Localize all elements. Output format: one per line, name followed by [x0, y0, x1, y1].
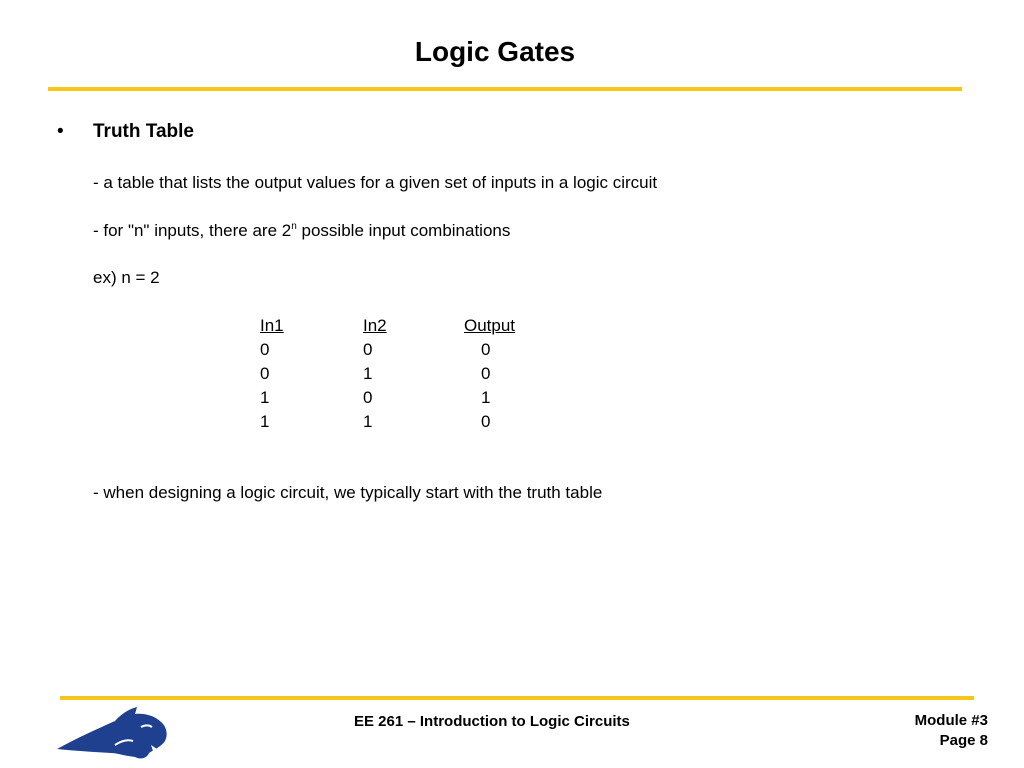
combinations-prefix: - for "n" inputs, there are 2	[93, 221, 292, 240]
table-header-in1: In1	[260, 316, 284, 335]
table-cell: 0	[363, 388, 373, 407]
table-cell: 0	[260, 364, 270, 383]
footer-course-title: EE 261 – Introduction to Logic Circuits	[354, 713, 630, 730]
bullet-marker: •	[57, 121, 64, 142]
table-header-output: Output	[464, 316, 516, 335]
combinations-suffix: possible input combinations	[296, 221, 511, 240]
example-text: ex) n = 2	[93, 268, 160, 287]
table-cell: 1	[363, 412, 373, 431]
table-cell: 1	[481, 388, 491, 407]
footer-module-number: Module #3	[914, 712, 988, 729]
bullet-heading: Truth Table	[93, 121, 194, 142]
table-header-in2: In2	[363, 316, 387, 335]
definition-text: - a table that lists the output values for a given set of inputs in a logic circuit	[93, 173, 658, 192]
wildcat-logo-icon	[55, 705, 170, 761]
table-cell: 0	[481, 340, 491, 359]
table-cell: 1	[260, 412, 270, 431]
combinations-text	[93, 221, 510, 241]
table-cell: 0	[481, 364, 491, 383]
slide-title: Logic Gates	[414, 36, 576, 67]
table-cell: 0	[481, 412, 491, 431]
footer-module-info	[880, 711, 988, 751]
title-divider	[48, 87, 962, 91]
combinations-exponent: n	[291, 221, 297, 232]
footer-divider	[60, 696, 974, 700]
table-cell: 0	[260, 340, 270, 359]
table-cell: 1	[363, 364, 373, 383]
table-cell: 0	[363, 340, 373, 359]
table-cell: 1	[260, 388, 270, 407]
closing-text: - when designing a logic circuit, we typically start with the truth table	[93, 483, 603, 502]
footer-page-number: Page 8	[939, 732, 988, 749]
